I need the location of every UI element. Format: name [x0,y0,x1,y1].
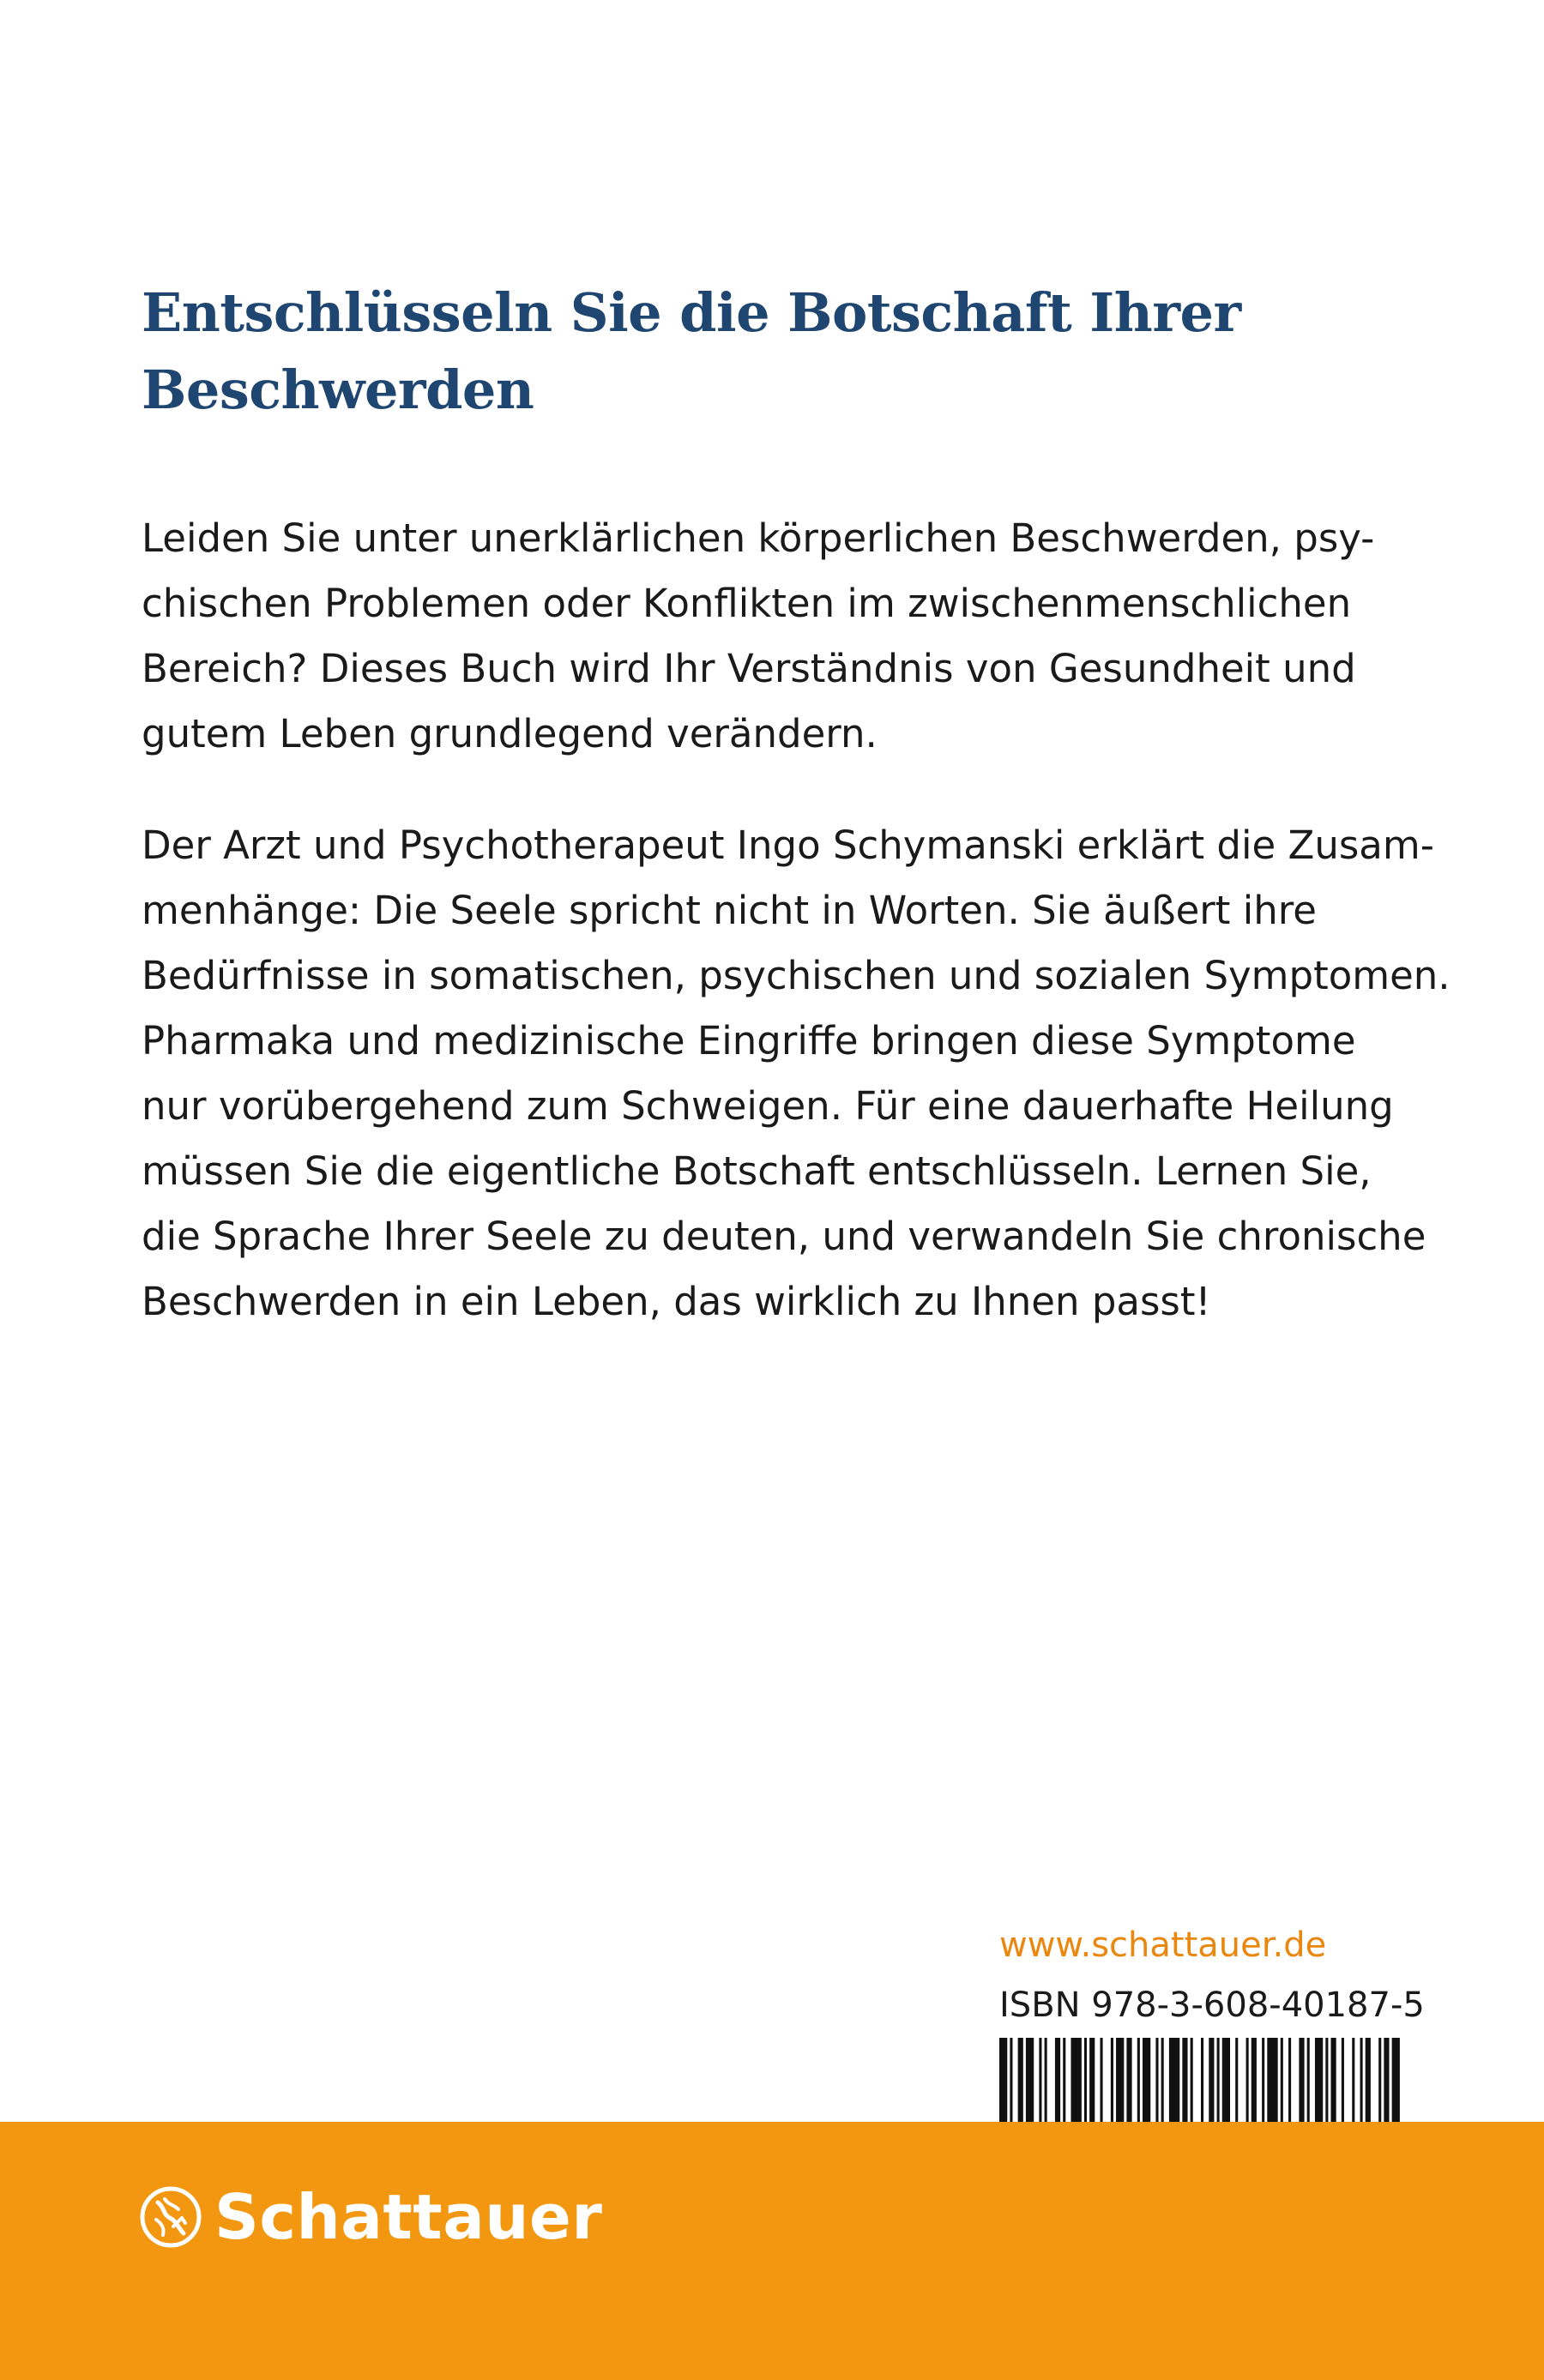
barcode-bar [1182,2038,1187,2122]
barcode-bar [1342,2038,1344,2122]
barcode [999,2038,1402,2122]
barcode-bar [1222,2038,1230,2122]
barcode-bar [1246,2038,1249,2122]
text-line: Beschwerden in ein Leben, das wirklich zu Ihnen passt! [142,1279,1211,1324]
barcode-bar [1191,2038,1193,2122]
barcode-bar [1010,2038,1012,2122]
barcode-bar [1352,2038,1354,2122]
barcode-bar [1281,2038,1283,2122]
text-line: Der Arzt und Psychotherapeut Ingo Schymanski erklärt die Zusam- [142,822,1434,868]
barcode-bar [1299,2038,1304,2122]
barcode-bar [1161,2038,1164,2122]
barcode-bar [1360,2038,1363,2122]
barcode-bar [1392,2038,1400,2122]
text-line: Bedürfnisse in somatischen, psychischen und sozialen Symptomen. [142,953,1451,998]
barcode-bar [1126,2038,1131,2122]
barcode-bar [1137,2038,1140,2122]
text-line: gutem Leben grundlegend verändern. [142,711,878,756]
barcode-bar [1045,2038,1047,2122]
barcode-bar [1267,2038,1277,2122]
intro-paragraph [142,506,1428,767]
barcode-bar [1315,2038,1323,2122]
barcode-bar [1026,2038,1034,2122]
barcode-bar [1169,2038,1179,2122]
publisher-name: Schattauer [214,2181,603,2253]
barcode-bar [1101,2038,1103,2122]
body-paragraph [142,813,1451,1335]
text-line: nur vorübergehend zum Schweigen. Für eine dauerhafte Heilung [142,1083,1394,1129]
text-line: müssen Sie die eigentliche Botschaft entschlüsseln. Lernen Sie, [142,1148,1372,1194]
barcode-bar [1111,2038,1113,2122]
barcode-bar [1307,2038,1310,2122]
barcode-bar [1155,2038,1158,2122]
isbn-text: ISBN 978-3-608-40187-5 [999,1985,1425,2025]
text-line: menhänge: Die Seele spricht nicht in Worten. Sie äußert ihre [142,888,1317,933]
barcode-bar [1089,2038,1095,2122]
barcode-bar [1325,2038,1328,2122]
barcode-bar [1209,2038,1214,2122]
headline [142,274,1428,429]
barcode-bar [1018,2038,1023,2122]
publisher-url[interactable]: www.schattauer.de [999,1925,1327,1965]
barcode-bar [1235,2038,1238,2122]
barcode-bar [1251,2038,1257,2122]
barcode-bar [1116,2038,1124,2122]
barcode-bar [1063,2038,1065,2122]
barcode-bar [1262,2038,1264,2122]
barcode-bar [1201,2038,1203,2122]
publisher-logo-icon [139,2185,202,2249]
text-line: Leiden Sie unter unerklärlichen körperlichen Beschwerden, psy- [142,515,1375,561]
barcode-bar [1366,2038,1371,2122]
barcode-bar [1217,2038,1220,2122]
headline-line: Beschwerden [142,359,534,421]
barcode-bar [1288,2038,1291,2122]
headline-line: Entschlüsseln Sie die Botschaft Ihrer [142,281,1241,344]
text-line: die Sprache Ihrer Seele zu deuten, und verwandeln Sie chronische [142,1214,1426,1259]
barcode-bar [1084,2038,1087,2122]
barcode-bar [1039,2038,1041,2122]
barcode-bar [1071,2038,1081,2122]
barcode-bar [1384,2038,1389,2122]
publisher-brand [139,2183,602,2251]
barcode-bar [1331,2038,1336,2122]
barcode-bar [999,2038,1007,2122]
barcode-bar [1378,2038,1381,2122]
text-line: Bereich? Dieses Buch wird Ihr Verständnis von Gesundheit und [142,646,1356,691]
barcode-bar [1055,2038,1060,2122]
text-line: chischen Problemen oder Konflikten im zwischenmenschlichen [142,581,1352,626]
text-line: Pharmaka und medizinische Eingriffe bringen diese Symptome [142,1018,1356,1063]
barcode-bar [1143,2038,1150,2122]
